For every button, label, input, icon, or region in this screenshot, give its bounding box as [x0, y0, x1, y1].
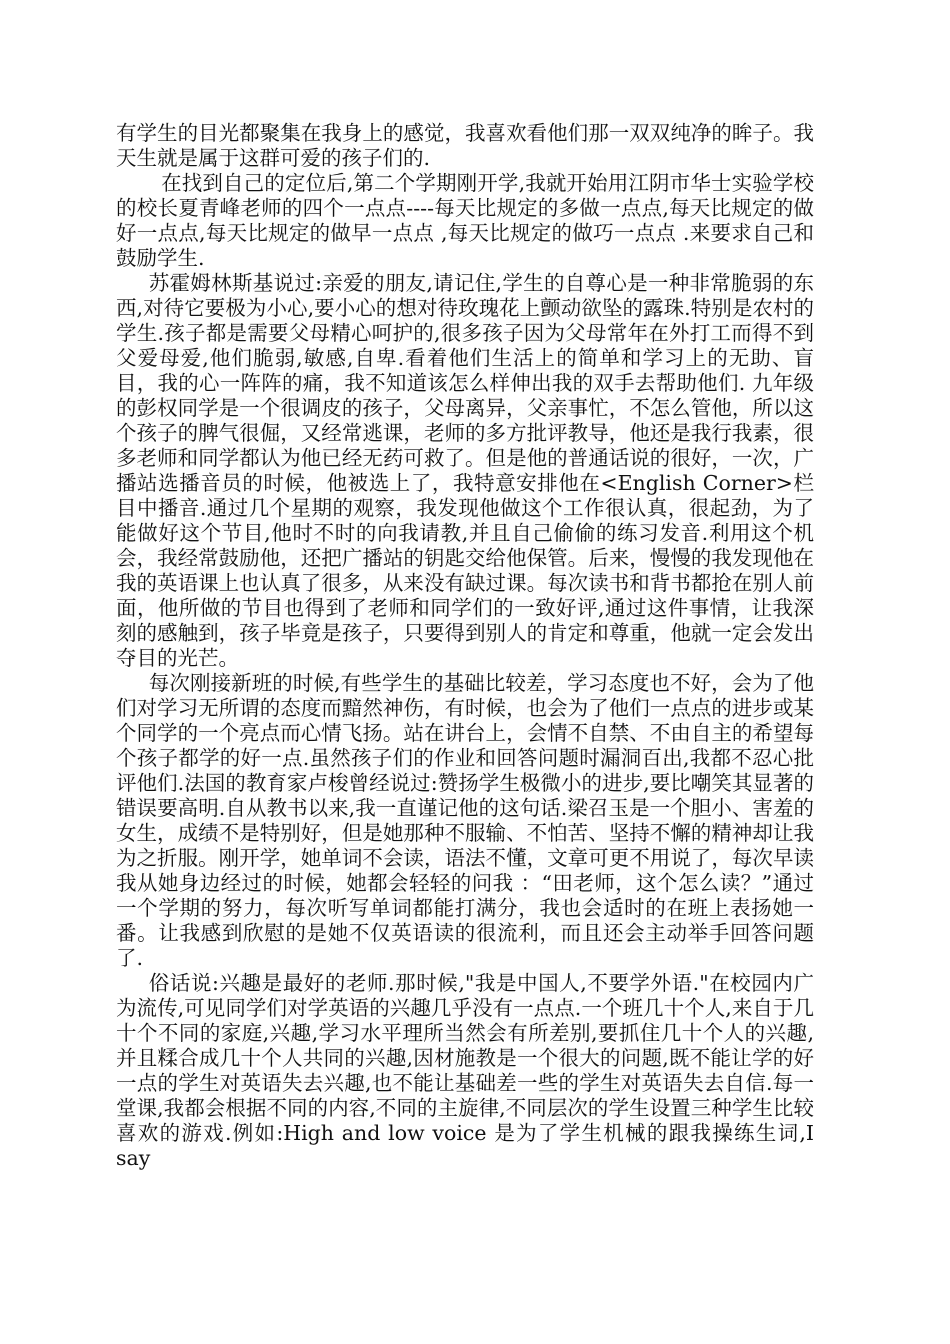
document-body — [116, 121, 814, 1171]
paragraph-3: 苏霍姆林斯基说过:亲爱的朋友,请记住,学生的自尊心是一种非常脆弱的东西,对待它要极为小心,要小心的想对待玫瑰花上颤动欲坠的露珠.特别是农村的学生.孩子都是需要父母精心呵护的,很多孩子因为父母常年在外打工而得不到父爱母爱,他们脆弱,敏感,自卑.看着他们生活上的简单和学习上的无助、盲目，我的心一阵阵的痛，我不知道该怎么样伸出我的双手去帮助他们. 九年级的彭权同学是一个很调皮的孩子，父母离异，父亲事忙，不怎么管他，所以这个孩子的脾气很倔，又经常逃课，老师的多方批评教导，他还是我行我素，很多老师和同学都认为他已经无药可救了。但是他的普通话说的很好，一次，广播站选播音员的时候，他被选上了，我特意安排他在<English Corner>栏目中播音.通过几个星期的观察，我发现他做这个工作很认真，很起劲，为了能做好这个节目,他时不时的向我请教,并且自己偷偷的练习发音.利用这个机会，我经常鼓励他，还把广播站的钥匙交给他保管。后来，慢慢的我发现他在我的英语课上也认真了很多，从来没有缺过课。每次读书和背书都抢在别人前面，他所做的节目也得到了老师和同学们的一致好评,通过这件事情，让我深刻的感触到，孩子毕竟是孩子，只要得到别人的肯定和尊重，他就一定会发出夺目的光芒。 — [116, 271, 814, 670]
paragraph-1: 有学生的目光都聚集在我身上的感觉，我喜欢看他们那一双双纯净的眸子。我天生就是属于这群可爱的孩子们的. — [116, 121, 814, 170]
paragraph-2: 在找到自己的定位后,第二个学期刚开学,我就开始用江阴市华士实验学校的校长夏青峰老师的四个一点点----每天比规定的多做一点点,每天比规定的做好一点点,每天比规定的做早一点点 ,每天比规定的做巧一点点 .来要求自己和鼓励学生. — [116, 171, 814, 270]
paragraph-5: 俗话说:兴趣是最好的老师.那时候,"我是中国人,不要学外语."在校园内广为流传,可见同学们对学英语的兴趣几乎没有一点点.一个班几十个人,来自于几十个不同的家庭,兴趣,学习水平理所当然会有所差别,要抓住几十个人的兴趣,并且糅合成几十个人共同的兴趣,因材施教是一个很大的问题,既不能让学的好一点的学生对英语失去兴趣,也不能让基础差一些的学生对英语失去自信.每一堂课,我都会根据不同的内容,不同的主旋律,不同层次的学生设置三种学生比较喜欢的游戏.例如:High and low voice 是为了学生机械的跟我操练生词,I say — [116, 971, 814, 1170]
paragraph-4: 每次刚接新班的时候,有些学生的基础比较差，学习态度也不好，会为了他们对学习无所谓的态度而黯然神伤，有时候，也会为了他们一点点的进步或某个同学的一个亮点而心情飞扬。站在讲台上，会情不自禁、不由自主的希望每个孩子都学的好一点.虽然孩子们的作业和回答问题时漏洞百出,我都不忍心批评他们.法国的教育家卢梭曾经说过:赞扬学生极微小的进步,要比嘲笑其显著的错误要高明.自从教书以来,我一直谨记他的这句话.梁召玉是一个胆小、害羞的女生，成绩不是特别好，但是她那种不服输、不怕苦、坚持不懈的精神却让我为之折服。刚开学，她单词不会读，语法不懂，文章可更不用说了，每次早读我从她身边经过的时候，她都会轻轻的问我 ：“田老师，这个怎么读？”通过一个学期的努力，每次听写单词都能打满分，我也会适时的在班上表扬她一番。让我感到欣慰的是她不仅英语读的很流利，而且还会主动举手回答问题了. — [116, 671, 814, 970]
